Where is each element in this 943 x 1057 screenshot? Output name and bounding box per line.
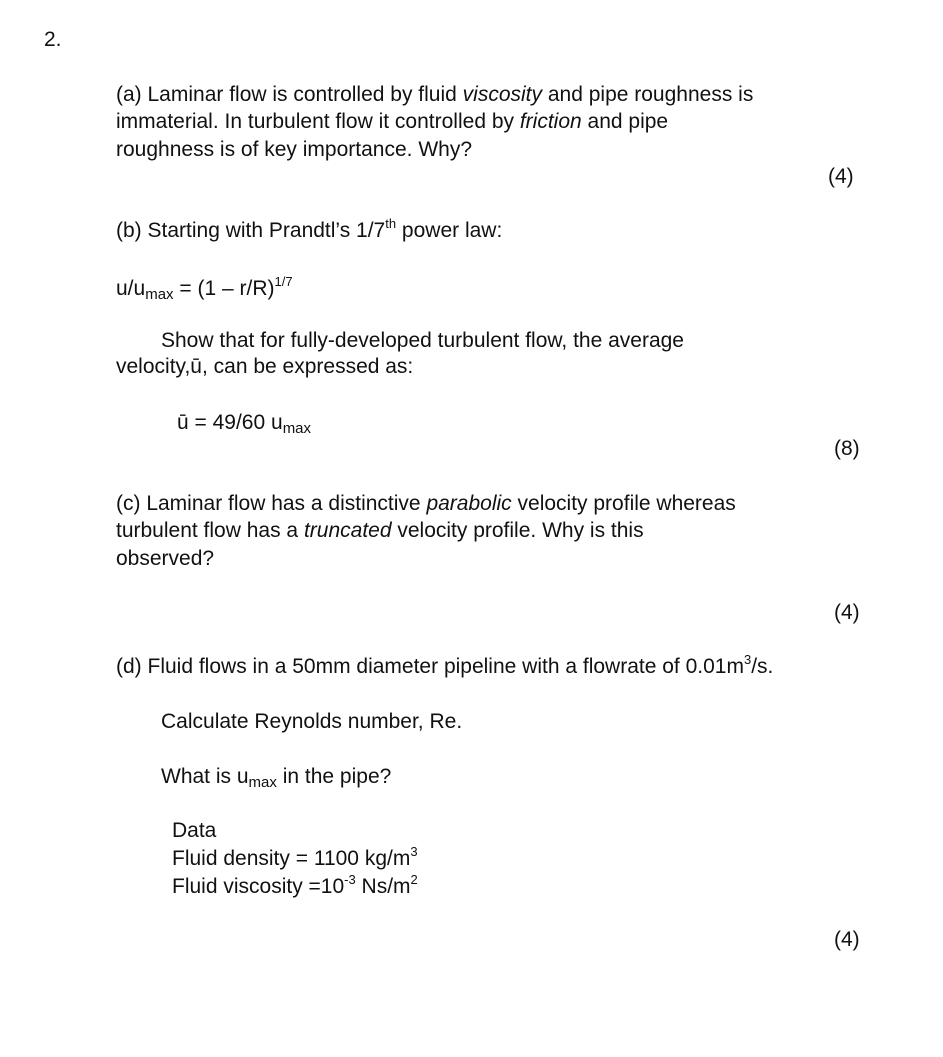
part-b-text: (b) Starting with Prandtl’s 1/7 <box>116 219 386 242</box>
part-b-marks: (8) <box>834 437 860 460</box>
equation-text: ū = 49/60 u <box>177 411 283 434</box>
part-a-text: immaterial. In turbulent flow it controlled by <box>116 110 520 133</box>
equation-text: = (1 – r/R) <box>173 277 275 300</box>
power-law-equation <box>116 275 293 304</box>
superscript: 3 <box>410 844 418 859</box>
part-d-text: Fluid viscosity =10 <box>172 875 345 898</box>
part-d-intro <box>116 653 773 682</box>
part-d-text: What is u <box>161 765 249 788</box>
italic-term: viscosity <box>462 83 543 106</box>
superscript: 3 <box>743 652 752 667</box>
part-b-intro <box>116 217 502 246</box>
part-c-text: velocity profile. Why is this <box>391 519 644 542</box>
italic-term: parabolic <box>426 492 512 515</box>
part-c-line-1 <box>116 490 736 517</box>
question-number: 2. <box>44 28 62 51</box>
part-b-show-line-2: velocity,ū, can be expressed as: <box>116 355 414 378</box>
fluid-viscosity <box>172 873 418 902</box>
fluid-density <box>172 845 418 874</box>
superscript: th <box>385 216 397 231</box>
subscript: max <box>145 286 174 303</box>
part-a-text: and pipe roughness is <box>542 83 754 106</box>
italic-term: truncated <box>303 519 392 542</box>
part-c-text: velocity profile whereas <box>511 492 736 515</box>
part-b-show-line-1: Show that for fully-developed turbulent flow, the average <box>161 329 684 352</box>
part-c-marks: (4) <box>834 601 860 624</box>
part-a-line-1 <box>116 81 753 108</box>
average-velocity-equation <box>177 409 311 438</box>
part-d-text: Ns/m <box>355 875 411 898</box>
part-a-text: and pipe <box>581 110 669 133</box>
part-c-line-2 <box>116 517 644 544</box>
part-c-text: (c) Laminar flow has a distinctive <box>116 492 427 515</box>
part-a-line-3: roughness is of key importance. Why? <box>116 138 472 161</box>
umax-question <box>161 763 391 792</box>
part-a-marks: (4) <box>828 165 854 188</box>
part-d-text: /s. <box>751 655 774 678</box>
part-d-text: Fluid density = 1100 kg/m <box>172 847 411 870</box>
part-a-line-2 <box>116 108 668 135</box>
superscript: 1/7 <box>274 274 293 289</box>
data-heading: Data <box>172 819 217 842</box>
superscript: 2 <box>410 872 418 887</box>
part-d-text: (d) Fluid flows in a 50mm diameter pipeline with a flowrate of 0.01m <box>116 655 744 678</box>
italic-term: friction <box>519 110 582 133</box>
part-a-text: (a) Laminar flow is controlled by fluid <box>116 83 463 106</box>
part-d-marks: (4) <box>834 928 860 951</box>
part-d-text: in the pipe? <box>276 765 392 788</box>
part-b-text: power law: <box>396 219 503 242</box>
equation-text: u/u <box>116 277 146 300</box>
subscript: max <box>248 774 277 791</box>
reynolds-question: Calculate Reynolds number, Re. <box>161 710 463 733</box>
superscript: -3 <box>344 872 356 887</box>
part-c-line-3: observed? <box>116 547 215 570</box>
part-c-text: turbulent flow has a <box>116 519 304 542</box>
subscript: max <box>282 420 312 437</box>
